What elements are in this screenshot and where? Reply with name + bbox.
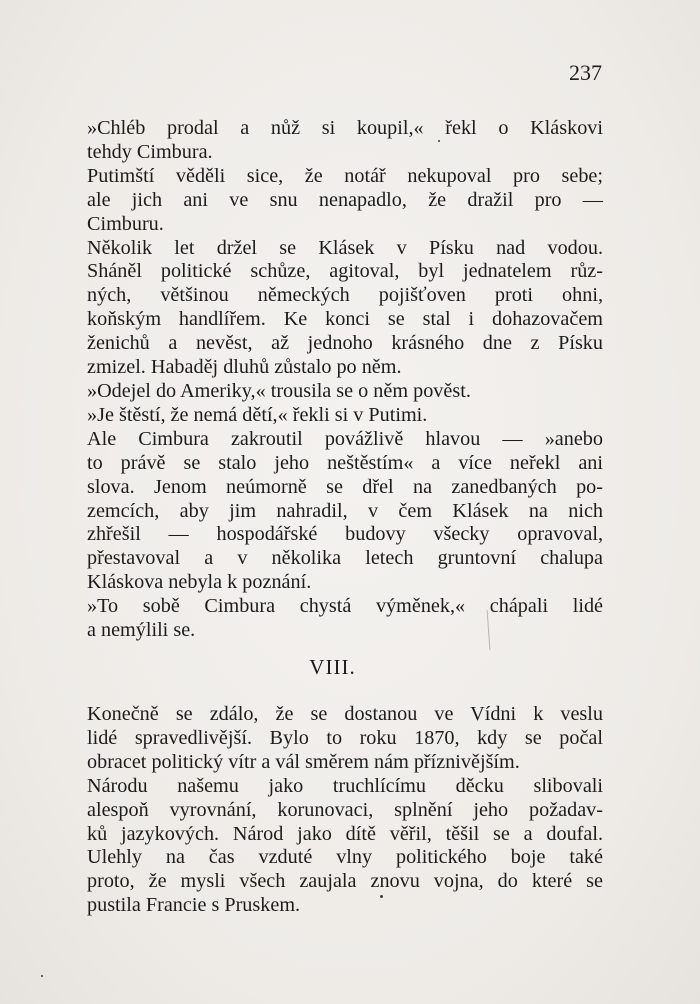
text-line: to právě se stalo jeho neštěstím« a více neřekl ani <box>87 451 603 474</box>
text-line: lidé spravedlivější. Bylo to roku 1870, kdy se počal <box>87 726 603 749</box>
paragraph <box>63 775 603 918</box>
text-line: »To sobě Cimbura chystá výměnek,« chápali lidé <box>87 595 603 618</box>
paragraph <box>63 117 603 165</box>
page-number: 237 <box>569 60 602 85</box>
text-line: »Je štěstí, že nemá dětí,« řekli si v Putimi. <box>87 403 428 426</box>
text-line: Kláskova nebyla k poznání. <box>87 571 312 594</box>
text-line: ale jich ani ve snu nenapadlo, že dražil pro — <box>87 188 603 211</box>
paragraph <box>63 703 603 775</box>
text-line: a nemýlili se. <box>87 619 196 642</box>
paragraph <box>63 428 603 595</box>
text-line: Ulehly na čas vzduté vlny politického boje také <box>87 846 603 869</box>
paper-speck <box>41 975 43 977</box>
text-block-lower <box>63 703 603 918</box>
text-line: »Odejel do Ameriky,« trousila se o něm pověst. <box>87 379 471 402</box>
text-line: Putimští věděli sice, že notář nekupoval pro sebe; <box>87 164 603 187</box>
text-line: ženichů a nevěst, až jednoho krásného dne z Písku <box>87 332 603 355</box>
text-line: slova. Jenom neúmorně se dřel na zanedbaných po- <box>87 475 603 498</box>
paragraph <box>63 237 603 380</box>
paragraph <box>63 595 603 643</box>
text-line: zemcích, aby jim nahradil, v čem Klásek na nich <box>87 499 603 522</box>
text-line: Sháněl politické schůze, agitoval, byl jednatelem růz- <box>87 260 603 283</box>
paragraph <box>63 380 603 404</box>
text-line: přestavoval a v několika letech gruntovní chalupa <box>87 547 603 570</box>
text-line: Národu našemu jako truchlícímu děcku slibovali <box>87 774 603 797</box>
text-line: pustila Francie s Pruskem. <box>87 894 301 917</box>
text-block-upper <box>63 117 603 643</box>
paragraph <box>63 404 603 428</box>
paragraph <box>63 165 603 237</box>
text-line: Ale Cimbura zakroutil povážlivě hlavou — »anebo <box>87 427 603 450</box>
text-line: proto, že mysli všech zaujala znovu vojna, do které se <box>87 870 603 893</box>
text-line: ků jazykových. Národ jako dítě věřil, těšil se a doufal. <box>87 822 603 845</box>
text-line: alespoň vyrovnání, korunovaci, splnění jeho požadav- <box>87 798 603 821</box>
text-line: Několik let držel se Klásek v Písku nad vodou. <box>87 236 603 259</box>
text-line: obracet politický vítr a vál směrem nám příznivějším. <box>87 750 520 773</box>
text-line: tehdy Cimbura. <box>87 140 213 163</box>
text-line: ných, většinou německých pojišťoven proti ohni, <box>87 284 603 307</box>
text-line: »Chléb prodal a nůž si koupil,« řekl o Kláskovi <box>87 117 603 139</box>
text-line: koňským handlířem. Ke konci se stal i dohazovačem <box>87 308 603 331</box>
text-line: zhřešil — hospodářské budovy všecky opravoval, <box>87 523 603 546</box>
paper-speck <box>380 895 383 898</box>
text-line: Konečně se zdálo, že se dostanou ve Vídni k veslu <box>87 703 603 725</box>
chapter-heading: VIII. <box>309 655 356 679</box>
paper-speck <box>438 140 440 142</box>
text-line: zmizel. Habaděj dluhů zůstalo po něm. <box>87 356 402 379</box>
text-line: Cimburu. <box>87 212 164 235</box>
